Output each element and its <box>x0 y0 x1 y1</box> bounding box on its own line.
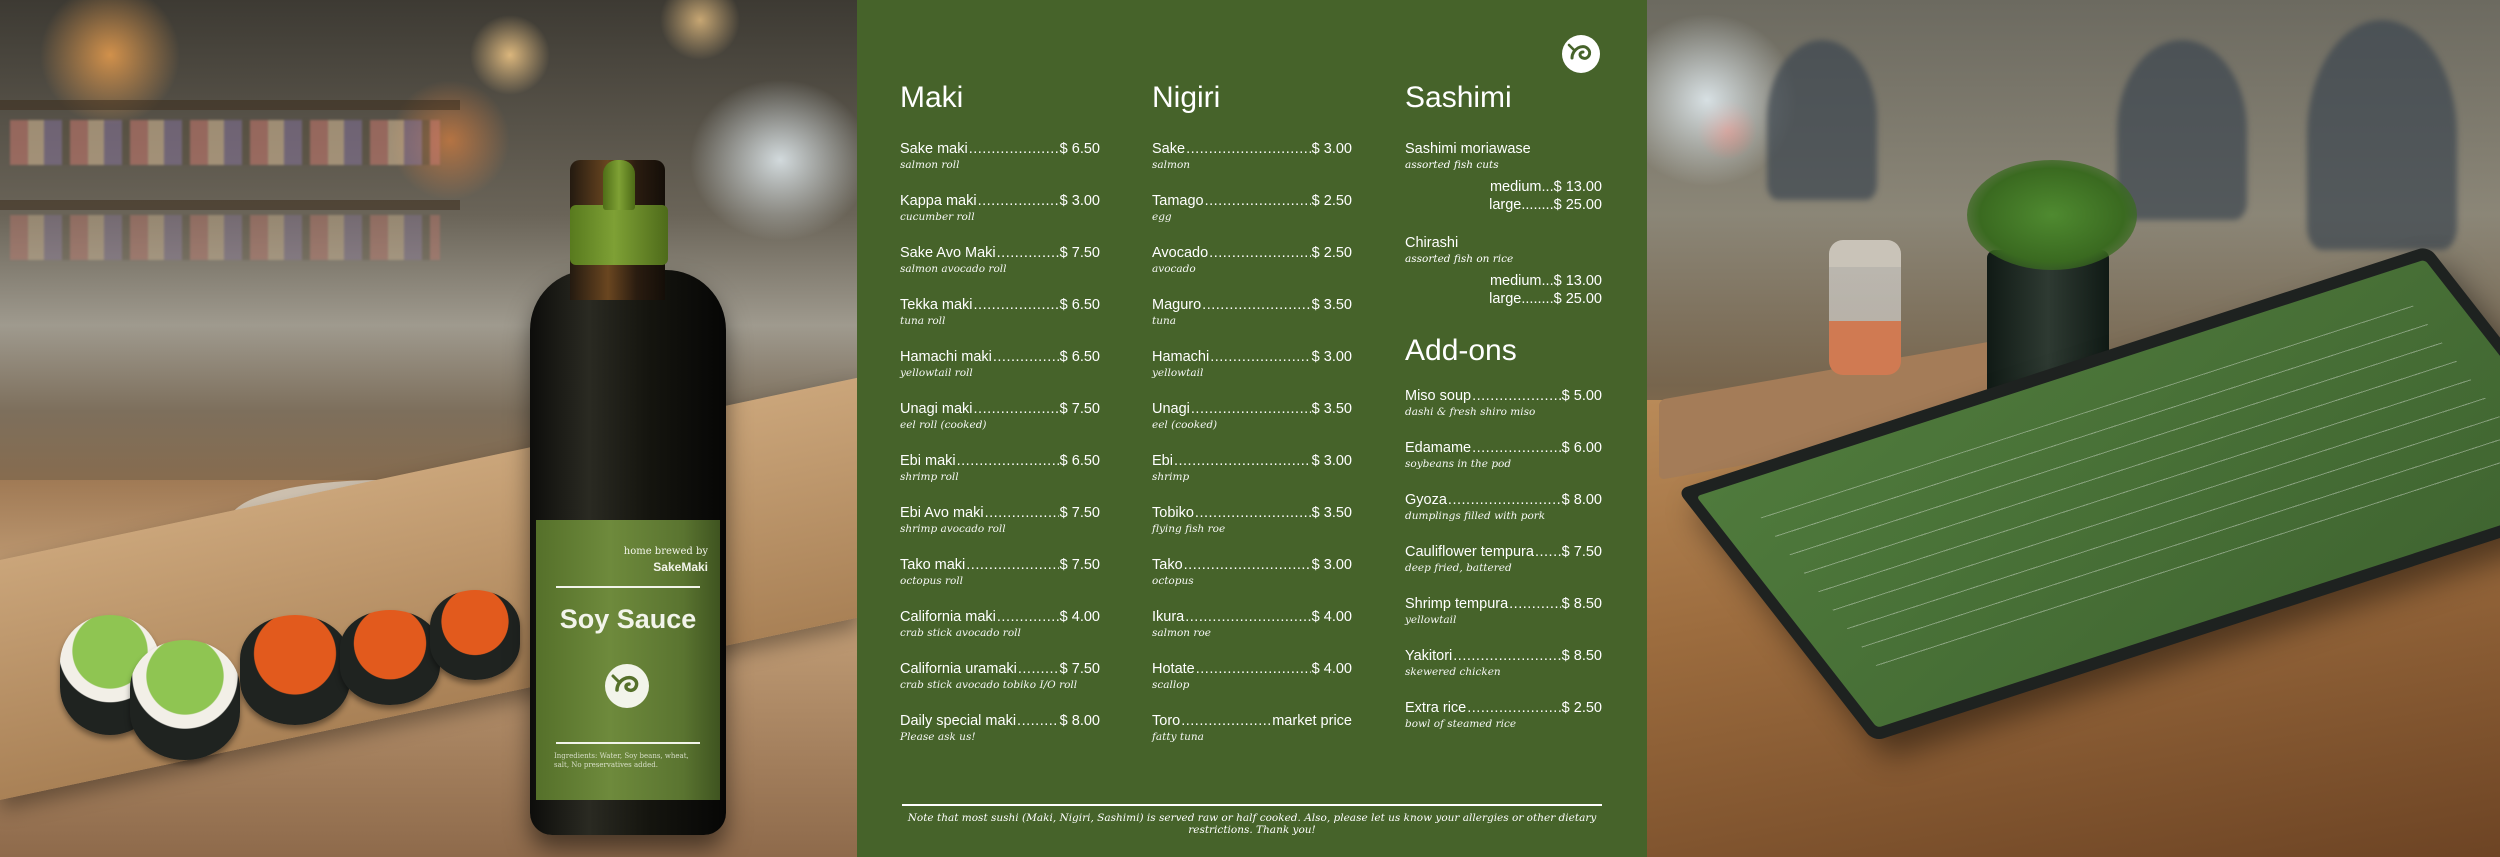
sashimi-heading: Sashimi <box>1405 81 1512 114</box>
menu-item-name: California uramaki <box>900 661 1017 677</box>
label-divider <box>556 586 700 588</box>
menu-item <box>1405 439 1602 491</box>
menu-item-price: $ 3.00 <box>1311 349 1352 365</box>
sashimi-list <box>1405 140 1602 308</box>
menu-item-name: Ikura <box>1152 609 1185 625</box>
menu-item-row <box>900 556 1100 574</box>
dot-leader <box>1195 504 1311 522</box>
menu-item-description: deep fried, battered <box>1405 562 1512 574</box>
sushi-piece <box>430 590 520 680</box>
menu-item-row <box>1405 491 1602 509</box>
size-price-row <box>1405 290 1602 308</box>
menu-item-description: shrimp roll <box>900 471 959 483</box>
menu-item-price: $ 7.50 <box>1059 245 1100 261</box>
bottle-label <box>536 520 720 800</box>
menu-item-name: Ebi <box>1152 453 1173 469</box>
menu-item <box>900 348 1100 400</box>
dot-leader <box>978 192 1059 210</box>
bottle-brewed-by: home brewed by <box>623 546 708 557</box>
menu-item-name: Unagi <box>1152 401 1190 417</box>
menu-item-description: assorted fish cuts <box>1405 159 1499 171</box>
dot-leader <box>1472 387 1561 405</box>
menu-item <box>1152 712 1352 764</box>
menu-item <box>1152 660 1352 712</box>
menu-item-row <box>900 660 1100 678</box>
menu-item-name: Tako <box>1152 557 1183 573</box>
menu-item-row <box>900 140 1100 158</box>
sashimi-column <box>1405 80 1602 751</box>
menu-item-description: cucumber roll <box>900 211 975 223</box>
menu-item-description: flying fish roe <box>1152 523 1226 535</box>
dot-leader <box>974 296 1059 314</box>
menu-item-name: Miso soup <box>1405 388 1472 404</box>
bottle-cap <box>570 205 668 265</box>
dot-leader <box>1209 244 1311 262</box>
dot-leader: ... <box>1541 273 1554 289</box>
menu-item <box>900 296 1100 348</box>
menu-item-price: $ 7.50 <box>1059 401 1100 417</box>
menu-item-description: salmon avocado roll <box>900 263 1007 275</box>
note-divider <box>902 804 1602 806</box>
menu-item-row <box>900 348 1100 366</box>
menu-item-description: yellowtail roll <box>900 367 973 379</box>
fish-swirl-icon <box>1561 34 1601 74</box>
menu-item-name: Maguro <box>1152 297 1202 313</box>
menu-item-name: Kappa maki <box>900 193 977 209</box>
menu-item-name: Tobiko <box>1152 505 1194 521</box>
menu-item <box>900 452 1100 504</box>
size-price: $ 25.00 <box>1553 197 1602 213</box>
menu-item <box>900 504 1100 556</box>
menu-item-row <box>1152 504 1352 522</box>
dot-leader <box>966 556 1058 574</box>
menu-item-price: $ 7.50 <box>1059 557 1100 573</box>
menu-item-description: shrimp <box>1152 471 1190 483</box>
dot-leader <box>974 400 1059 418</box>
menu-item-description: tuna <box>1152 315 1177 327</box>
menu-item-price: $ 2.50 <box>1311 245 1352 261</box>
dot-leader <box>1181 712 1271 730</box>
menu-item-price: $ 8.00 <box>1059 713 1100 729</box>
menu-item <box>1152 608 1352 660</box>
menu-item-description: dashi & fresh shiro miso <box>1405 406 1536 418</box>
shelf <box>0 200 460 210</box>
size-label: large <box>1489 197 1522 213</box>
glass-jar <box>1829 240 1901 375</box>
menu-item-price: $ 3.50 <box>1311 401 1352 417</box>
menu-item <box>900 712 1100 764</box>
menu-item-row <box>900 452 1100 470</box>
menu-item-name: Edamame <box>1405 440 1472 456</box>
menu-item <box>1152 556 1352 608</box>
dot-leader <box>1210 348 1310 366</box>
menu-item-price: $ 5.00 <box>1561 388 1602 404</box>
dot-leader: ........ <box>1521 197 1554 213</box>
menu-item-name: Shrimp tempura <box>1405 596 1509 612</box>
menu-item <box>900 140 1100 192</box>
fish-swirl-icon <box>603 662 651 710</box>
menu-item <box>900 192 1100 244</box>
menu-item <box>900 608 1100 660</box>
menu-item-name: Ebi Avo maki <box>900 505 984 521</box>
dot-leader <box>1509 595 1561 613</box>
shelf <box>0 100 460 110</box>
dot-leader <box>1535 543 1561 561</box>
background-person <box>2307 20 2457 250</box>
size-price-row <box>1405 272 1602 290</box>
menu-item-row <box>1405 595 1602 613</box>
dot-leader <box>1467 699 1560 717</box>
nigiri-column <box>1152 80 1352 764</box>
addons-heading: Add-ons <box>1405 334 1517 367</box>
menu-item-row <box>900 712 1100 730</box>
dot-leader <box>997 244 1059 262</box>
size-label: large <box>1489 291 1522 307</box>
menu-item-row <box>900 244 1100 262</box>
menu-item-row <box>1152 140 1352 158</box>
maki-column <box>900 80 1100 764</box>
menu-item-description: eel (cooked) <box>1152 419 1218 431</box>
bottle-fine-print: Ingredients: Water, Soy beans, wheat, salt, No preservatives added. <box>554 752 689 769</box>
menu-item-name: Unagi maki <box>900 401 973 417</box>
menu-item-row <box>1405 439 1602 457</box>
dot-leader <box>1184 556 1311 574</box>
menu-item-row <box>1405 699 1602 717</box>
menu-item-row <box>1152 348 1352 366</box>
menu-item <box>900 400 1100 452</box>
menu-item-price: $ 4.00 <box>1059 609 1100 625</box>
menu-item <box>1405 595 1602 647</box>
menu-item-description: fatty tuna <box>1152 731 1204 743</box>
menu-item-name: Cauliflower tempura <box>1405 544 1534 560</box>
menu-item <box>1152 140 1352 192</box>
menu-item-row <box>1405 387 1602 405</box>
background-person <box>2117 40 2247 220</box>
menu-item-description: crab stick avocado tobiko I/O roll <box>900 679 1078 691</box>
menu-item-price: $ 2.50 <box>1561 700 1602 716</box>
menu-item <box>1405 387 1602 439</box>
dot-leader <box>1205 192 1311 210</box>
size-label: medium <box>1489 273 1542 289</box>
menu-item-row <box>900 400 1100 418</box>
menu-item-row <box>1405 543 1602 561</box>
menu-item-name: Toro <box>1152 713 1181 729</box>
nigiri-heading: Nigiri <box>1152 81 1221 114</box>
menu-item-name: Tako maki <box>900 557 966 573</box>
size-price: $ 13.00 <box>1553 273 1602 289</box>
menu-item-description: octopus <box>1152 575 1194 587</box>
dot-leader <box>1202 296 1311 314</box>
menu-item-price: $ 7.50 <box>1561 544 1602 560</box>
menu-item-price: $ 3.00 <box>1311 453 1352 469</box>
background-person <box>1767 40 1877 200</box>
menu-item-price: $ 2.50 <box>1311 193 1352 209</box>
menu-item-name: Tekka maki <box>900 297 973 313</box>
sushi-piece <box>340 610 440 705</box>
sashimi-item <box>1405 140 1602 214</box>
menu-item-price: $ 8.50 <box>1561 596 1602 612</box>
menu-item-price: $ 6.50 <box>1059 297 1100 313</box>
menu-item <box>1152 192 1352 244</box>
menu-item-row <box>1152 608 1352 626</box>
menu-item-price: $ 8.50 <box>1561 648 1602 664</box>
menu-item-description: yellowtail <box>1152 367 1204 379</box>
menu-item-name: Sake maki <box>900 141 968 157</box>
dot-leader <box>1185 608 1310 626</box>
menu-item-description: shrimp avocado roll <box>900 523 1006 535</box>
addons-list <box>1405 387 1602 751</box>
size-price: $ 25.00 <box>1553 291 1602 307</box>
menu-item-name: Hotate <box>1152 661 1195 677</box>
menu-item-price: $ 3.50 <box>1311 297 1352 313</box>
menu-item-price: $ 6.00 <box>1561 440 1602 456</box>
size-price-row <box>1405 178 1602 196</box>
menu-item-price: $ 6.50 <box>1059 349 1100 365</box>
menu-item-name: Ebi maki <box>900 453 956 469</box>
size-label: medium <box>1489 179 1542 195</box>
sushi-piece <box>130 640 240 760</box>
menu-item <box>1405 699 1602 751</box>
menu-item-price: $ 3.00 <box>1059 193 1100 209</box>
menu-item-name: Extra rice <box>1405 700 1467 716</box>
menu-item-price: $ 3.00 <box>1311 557 1352 573</box>
menu-item-row <box>900 608 1100 626</box>
menu-item-price: $ 4.00 <box>1311 661 1352 677</box>
menu-item-name: Chirashi <box>1405 235 1459 251</box>
menu-item-name: Hamachi maki <box>900 349 992 365</box>
menu-item <box>1152 296 1352 348</box>
menu-item <box>1152 452 1352 504</box>
maki-list <box>900 140 1100 764</box>
nigiri-list <box>1152 140 1352 764</box>
menu-item-description: salmon <box>1152 159 1191 171</box>
menu-item-price: $ 3.00 <box>1311 141 1352 157</box>
label-divider <box>556 742 700 744</box>
menu-item-description: octopus roll <box>900 575 964 587</box>
bottle-brand: SakeMaki <box>653 560 708 574</box>
dot-leader <box>1017 712 1059 730</box>
menu-item <box>1405 491 1602 543</box>
menu-item-description: crab stick avocado roll <box>900 627 1021 639</box>
menu-item-description: salmon roe <box>1152 627 1211 639</box>
menu-item-row <box>1152 452 1352 470</box>
menu-item-row <box>1152 712 1352 730</box>
menu-item-row <box>1152 296 1352 314</box>
menu-item-price: $ 4.00 <box>1311 609 1352 625</box>
menu-item-row <box>1405 647 1602 665</box>
left-photo-soy-sauce <box>0 0 857 857</box>
menu-item-price: $ 6.50 <box>1059 141 1100 157</box>
menu-item-name: Yakitori <box>1405 648 1453 664</box>
menu-item-description: egg <box>1152 211 1172 223</box>
menu-item <box>1152 400 1352 452</box>
dot-leader <box>1191 400 1311 418</box>
menu-item-row <box>1152 660 1352 678</box>
dot-leader <box>1186 140 1311 158</box>
menu-item <box>1405 647 1602 699</box>
menu-item-description: bowl of steamed rice <box>1405 718 1517 730</box>
menu-item-name: Sake Avo Maki <box>900 245 996 261</box>
menu-item-price: $ 8.00 <box>1561 492 1602 508</box>
menu-item-row <box>900 296 1100 314</box>
sashimi-item <box>1405 234 1602 308</box>
menu-item-price: $ 7.50 <box>1059 505 1100 521</box>
size-price-row <box>1405 196 1602 214</box>
menu-item <box>1405 543 1602 595</box>
menu-item-price: $ 6.50 <box>1059 453 1100 469</box>
dot-leader <box>1174 452 1311 470</box>
bottle-title: Soy Sauce <box>559 604 697 634</box>
dot-leader <box>1196 660 1311 678</box>
menu-item-name: California maki <box>900 609 996 625</box>
menu-item <box>1152 348 1352 400</box>
dot-leader <box>1018 660 1059 678</box>
dot-leader <box>1472 439 1561 457</box>
herb-plant <box>1967 160 2137 270</box>
menu-item-row <box>1152 556 1352 574</box>
menu-item-description: Please ask us! <box>900 731 976 743</box>
menu-item-name: Gyoza <box>1405 492 1447 508</box>
menu-item-row <box>900 504 1100 522</box>
menu-item <box>1152 504 1352 556</box>
size-price: $ 13.00 <box>1553 179 1602 195</box>
menu-item <box>900 660 1100 712</box>
dot-leader <box>993 348 1059 366</box>
menu-item <box>900 244 1100 296</box>
dot-leader <box>997 608 1059 626</box>
dot-leader <box>969 140 1059 158</box>
dot-leader <box>957 452 1059 470</box>
menu-item-name: Sashimi moriawase <box>1405 141 1531 157</box>
menu-item-price: $ 7.50 <box>1059 661 1100 677</box>
menu-item-description: skewered chicken <box>1405 666 1501 678</box>
dot-leader <box>985 504 1059 522</box>
bottle-tip <box>603 160 635 210</box>
menu-panel <box>857 0 1647 857</box>
menu-item-price: market price <box>1272 713 1352 729</box>
menu-item-description: eel roll (cooked) <box>900 419 987 431</box>
menu-item-row <box>900 192 1100 210</box>
dot-leader <box>1448 491 1561 509</box>
menu-item-row <box>1152 192 1352 210</box>
maki-heading: Maki <box>900 81 964 114</box>
dot-leader: ........ <box>1521 291 1554 307</box>
dot-leader <box>1453 647 1560 665</box>
sushi-piece <box>240 615 350 725</box>
menu-item-description: avocado <box>1152 263 1196 275</box>
menu-note: Note that most sushi (Maki, Nigiri, Sashimi) is served raw or half cooked. Also, please let us know your allergies or other dietary restrictions. Thank you! <box>907 812 1597 836</box>
menu-item-description: tuna roll <box>900 315 946 327</box>
shelf-goods <box>10 215 440 260</box>
shelf-goods <box>10 120 440 165</box>
menu-item-description: salmon roll <box>900 159 960 171</box>
menu-item-description: dumplings filled with pork <box>1405 510 1546 522</box>
menu-item-description: soybeans in the pod <box>1405 458 1512 470</box>
menu-item-name: Tamago <box>1152 193 1204 209</box>
menu-item-description: assorted fish on rice <box>1405 253 1514 265</box>
menu-item-row <box>1152 400 1352 418</box>
menu-item-name: Daily special maki <box>900 713 1017 729</box>
menu-item-row <box>1152 244 1352 262</box>
menu-item-description: yellowtail <box>1405 614 1457 626</box>
menu-item <box>900 556 1100 608</box>
menu-item-description: scallop <box>1152 679 1190 691</box>
menu-item-name: Sake <box>1152 141 1186 157</box>
menu-item-price: $ 3.50 <box>1311 505 1352 521</box>
dot-leader: ... <box>1541 179 1554 195</box>
menu-item <box>1152 244 1352 296</box>
menu-item-name: Hamachi <box>1152 349 1210 365</box>
menu-item-name: Avocado <box>1152 245 1209 261</box>
right-photo-restaurant <box>1647 0 2500 857</box>
